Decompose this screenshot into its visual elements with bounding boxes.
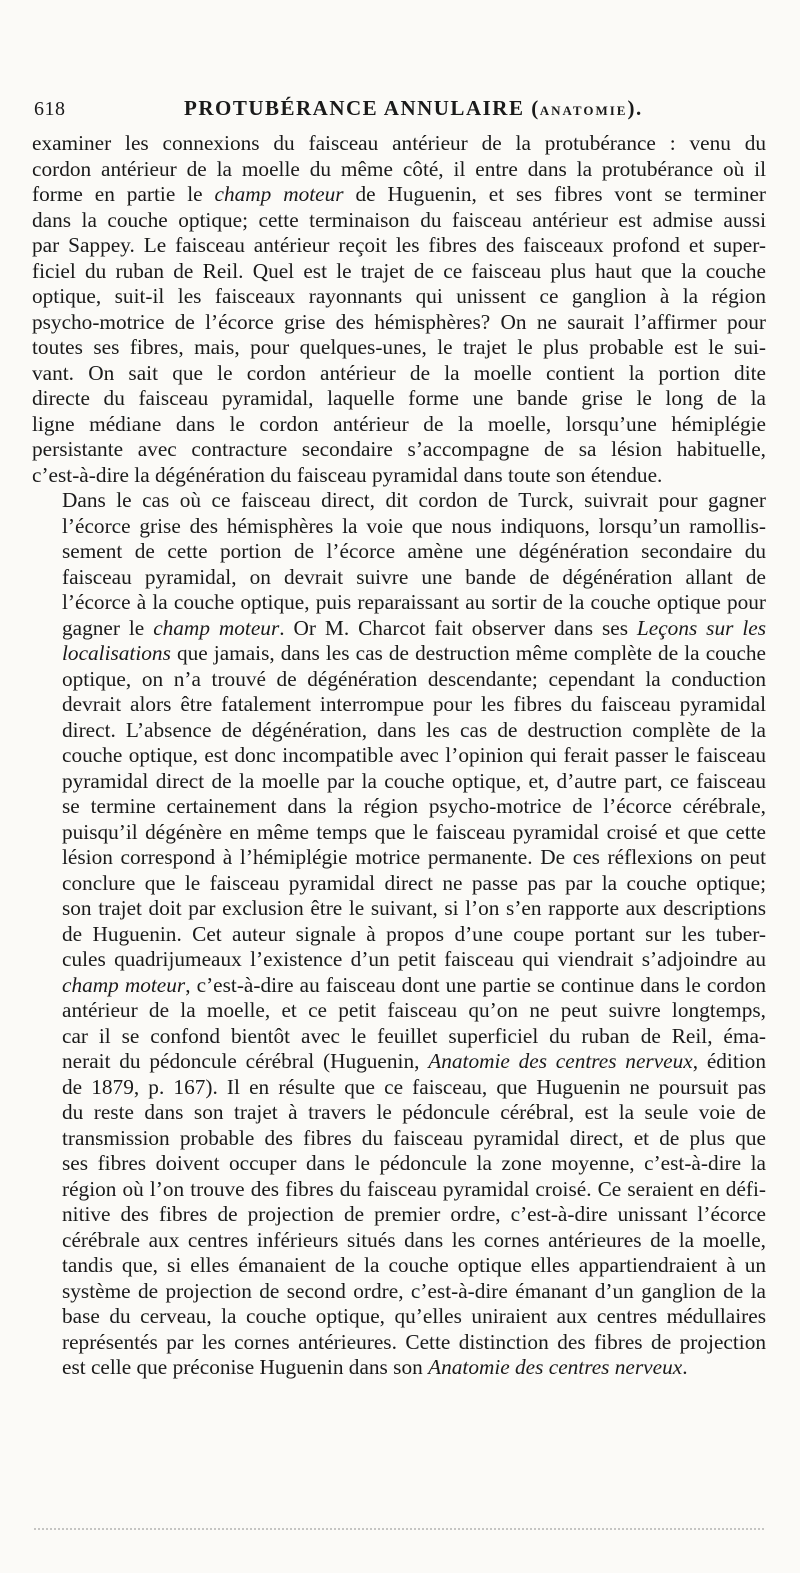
text-line: pyramidal direct de la moelle par la couche optique, et, d’autre part, ce faisceau: [62, 768, 766, 793]
text-line: couche optique, est donc incompatible avec l’opinion qui ferait passer le faisceau: [62, 743, 766, 767]
text-line: cordon antérieur de la moelle du même côté, il entre dans la protubérance où il: [32, 156, 766, 181]
text-line: système de projection de second ordre, c’est-à-dire émanant d’un ganglion de la: [62, 1278, 766, 1303]
text-line: dans la couche optique; cette terminaison du faisceau antérieur est admise aussi: [32, 207, 766, 232]
running-title-section: ANATOMIE: [539, 103, 628, 118]
text-line: lésion correspond à l’hémiplégie motrice permanente. De ces réflexions on peut: [62, 845, 766, 869]
text-line: optique, suit-il les faisceaux rayonnants qui unissent ce ganglion à la région: [32, 284, 766, 308]
text-line: persistante avec contracture secondaire s’accompagne de sa lésion habituelle,: [32, 437, 766, 461]
text-line: puisqu’il dégénère en même temps que le faisceau pyramidal croisé et que cette: [62, 819, 766, 844]
text-line: nitive des fibres de projection de premier ordre, c’est-à-dire unissant l’écorce: [62, 1202, 766, 1226]
running-header: [34, 96, 764, 126]
text-line: tandis que, si elles émanaient de la couche optique elles appartiendraient à un: [62, 1253, 766, 1277]
text-line: de Huguenin. Cet auteur signale à propos d’une coupe portant sur les tuber-: [62, 921, 766, 946]
text-line: psycho-motrice de l’écorce grise des hémisphères? On ne saurait l’affirmer pour: [32, 309, 766, 334]
text-line: Dans le cas où ce faisceau direct, dit cordon de Turck, suivrait pour gagner: [62, 488, 766, 512]
text-line: base du cerveau, la couche optique, qu’elles uniraient aux centres médullaires: [62, 1304, 766, 1328]
text-line: gagner le champ moteur. Or M. Charcot fait observer dans ses Leçons sur les: [62, 615, 766, 640]
text-line: de 1879, p. 167). Il en résulte que ce faisceau, que Huguenin ne poursuit pas: [62, 1074, 766, 1099]
text-line: ficiel du ruban de Reil. Quel est le trajet de ce faisceau plus haut que la couche: [32, 258, 766, 283]
text-line: représentés par les cornes antérieures. Cette distinction des fibres de projection: [62, 1329, 766, 1354]
body-text: [32, 131, 766, 1381]
text-line: forme en partie le champ moteur de Huguenin, et ses fibres vont se terminer: [32, 182, 767, 206]
text-line: cérébrale aux centres inférieurs situés dans les cornes antérieures de la moelle,: [62, 1227, 766, 1252]
text-line: région où l’on trouve des fibres du faisceau pyramidal croisé. Ce seraient en défi-: [62, 1176, 766, 1201]
text-line: faisceau pyramidal, on devrait suivre une bande de dégénération allant de: [62, 564, 766, 589]
text-line: sement de cette portion de l’écorce amène une dégénération secondaire du: [62, 539, 766, 563]
text-line: car il se confond bientôt avec le feuillet superficiel du ruban de Reil, éma-: [62, 1023, 766, 1048]
text-line: son trajet doit par exclusion être le suivant, si l’on s’en rapporte aux descriptions: [62, 896, 766, 920]
text-line: c’est-à-dire la dégénération du faisceau pyramidal dans toute son étendue.: [32, 462, 663, 487]
footer-dotted-rule: [34, 1528, 764, 1536]
text-line: se termine certainement dans la région psycho-motrice de l’écorce cérébrale,: [62, 794, 766, 818]
running-title-main: PROTUBÉRANCE ANNULAIRE: [184, 96, 525, 120]
text-line: directe du faisceau pyramidal, laquelle forme une bande grise le long de la: [32, 386, 766, 410]
text-line: examiner les connexions du faisceau antérieur de la protubérance : venu du: [32, 131, 766, 155]
running-title: [184, 96, 643, 121]
text-line: l’écorce à la couche optique, puis reparaissant au sortir de la couche optique pour: [62, 590, 766, 614]
text-line: antérieur de la moelle, et ce petit faisceau qu’on ne peut suivre longtemps,: [62, 998, 766, 1022]
text-line: ligne médiane dans le cordon antérieur de la moelle, lorsqu’une hémiplégie: [32, 411, 766, 436]
paragraph: [32, 488, 766, 1381]
text-line: vant. On sait que le cordon antérieur de la moelle contient la portion dite: [32, 360, 766, 385]
text-line: conclure que le faisceau pyramidal direct ne passe pas par la couche optique;: [62, 870, 766, 895]
text-line: du reste dans son trajet à travers le pédoncule cérébral, est la seule voie de: [62, 1100, 766, 1124]
text-line: ses fibres doivent occuper dans le pédoncule la zone moyenne, c’est-à-dire la: [62, 1151, 766, 1175]
text-line: par Sappey. Le faisceau antérieur reçoit les fibres des faisceaux profond et super-: [32, 233, 766, 257]
text-line: toutes ses fibres, mais, pour quelques-unes, le trajet le plus probable est le sui-: [32, 335, 766, 359]
text-line: direct. L’absence de dégénération, dans les cas de destruction complète de la: [62, 717, 766, 742]
text-line: localisations que jamais, dans les cas de destruction même complète de la couche: [62, 641, 766, 665]
text-line: nerait du pédoncule cérébral (Huguenin, Anatomie des centres nerveux, édition: [62, 1049, 766, 1073]
page-number: 618: [34, 98, 66, 120]
running-title-paren-close: ).: [627, 96, 643, 120]
text-line: champ moteur, c’est-à-dire au faisceau dont une partie se continue dans le cordon: [62, 972, 767, 997]
paragraph: [32, 131, 766, 488]
running-title-paren-open: (: [524, 96, 540, 120]
text-line: transmission probable des fibres du faisceau pyramidal direct, et de plus que: [62, 1125, 766, 1150]
text-line: optique, on n’a trouvé de dégénération descendante; cependant la conduction: [62, 666, 766, 691]
text-line: cules quadrijumeaux l’existence d’un petit faisceau qui viendrait s’adjoindre au: [62, 947, 766, 971]
text-line: est celle que préconise Huguenin dans son Anatomie des centres nerveux.: [62, 1355, 688, 1379]
text-line: devrait alors être fatalement interrompue pour les fibres du faisceau pyramidal: [62, 692, 766, 716]
text-line: l’écorce grise des hémisphères la voie que nous indiquons, lorsqu’un ramollis-: [62, 513, 766, 538]
